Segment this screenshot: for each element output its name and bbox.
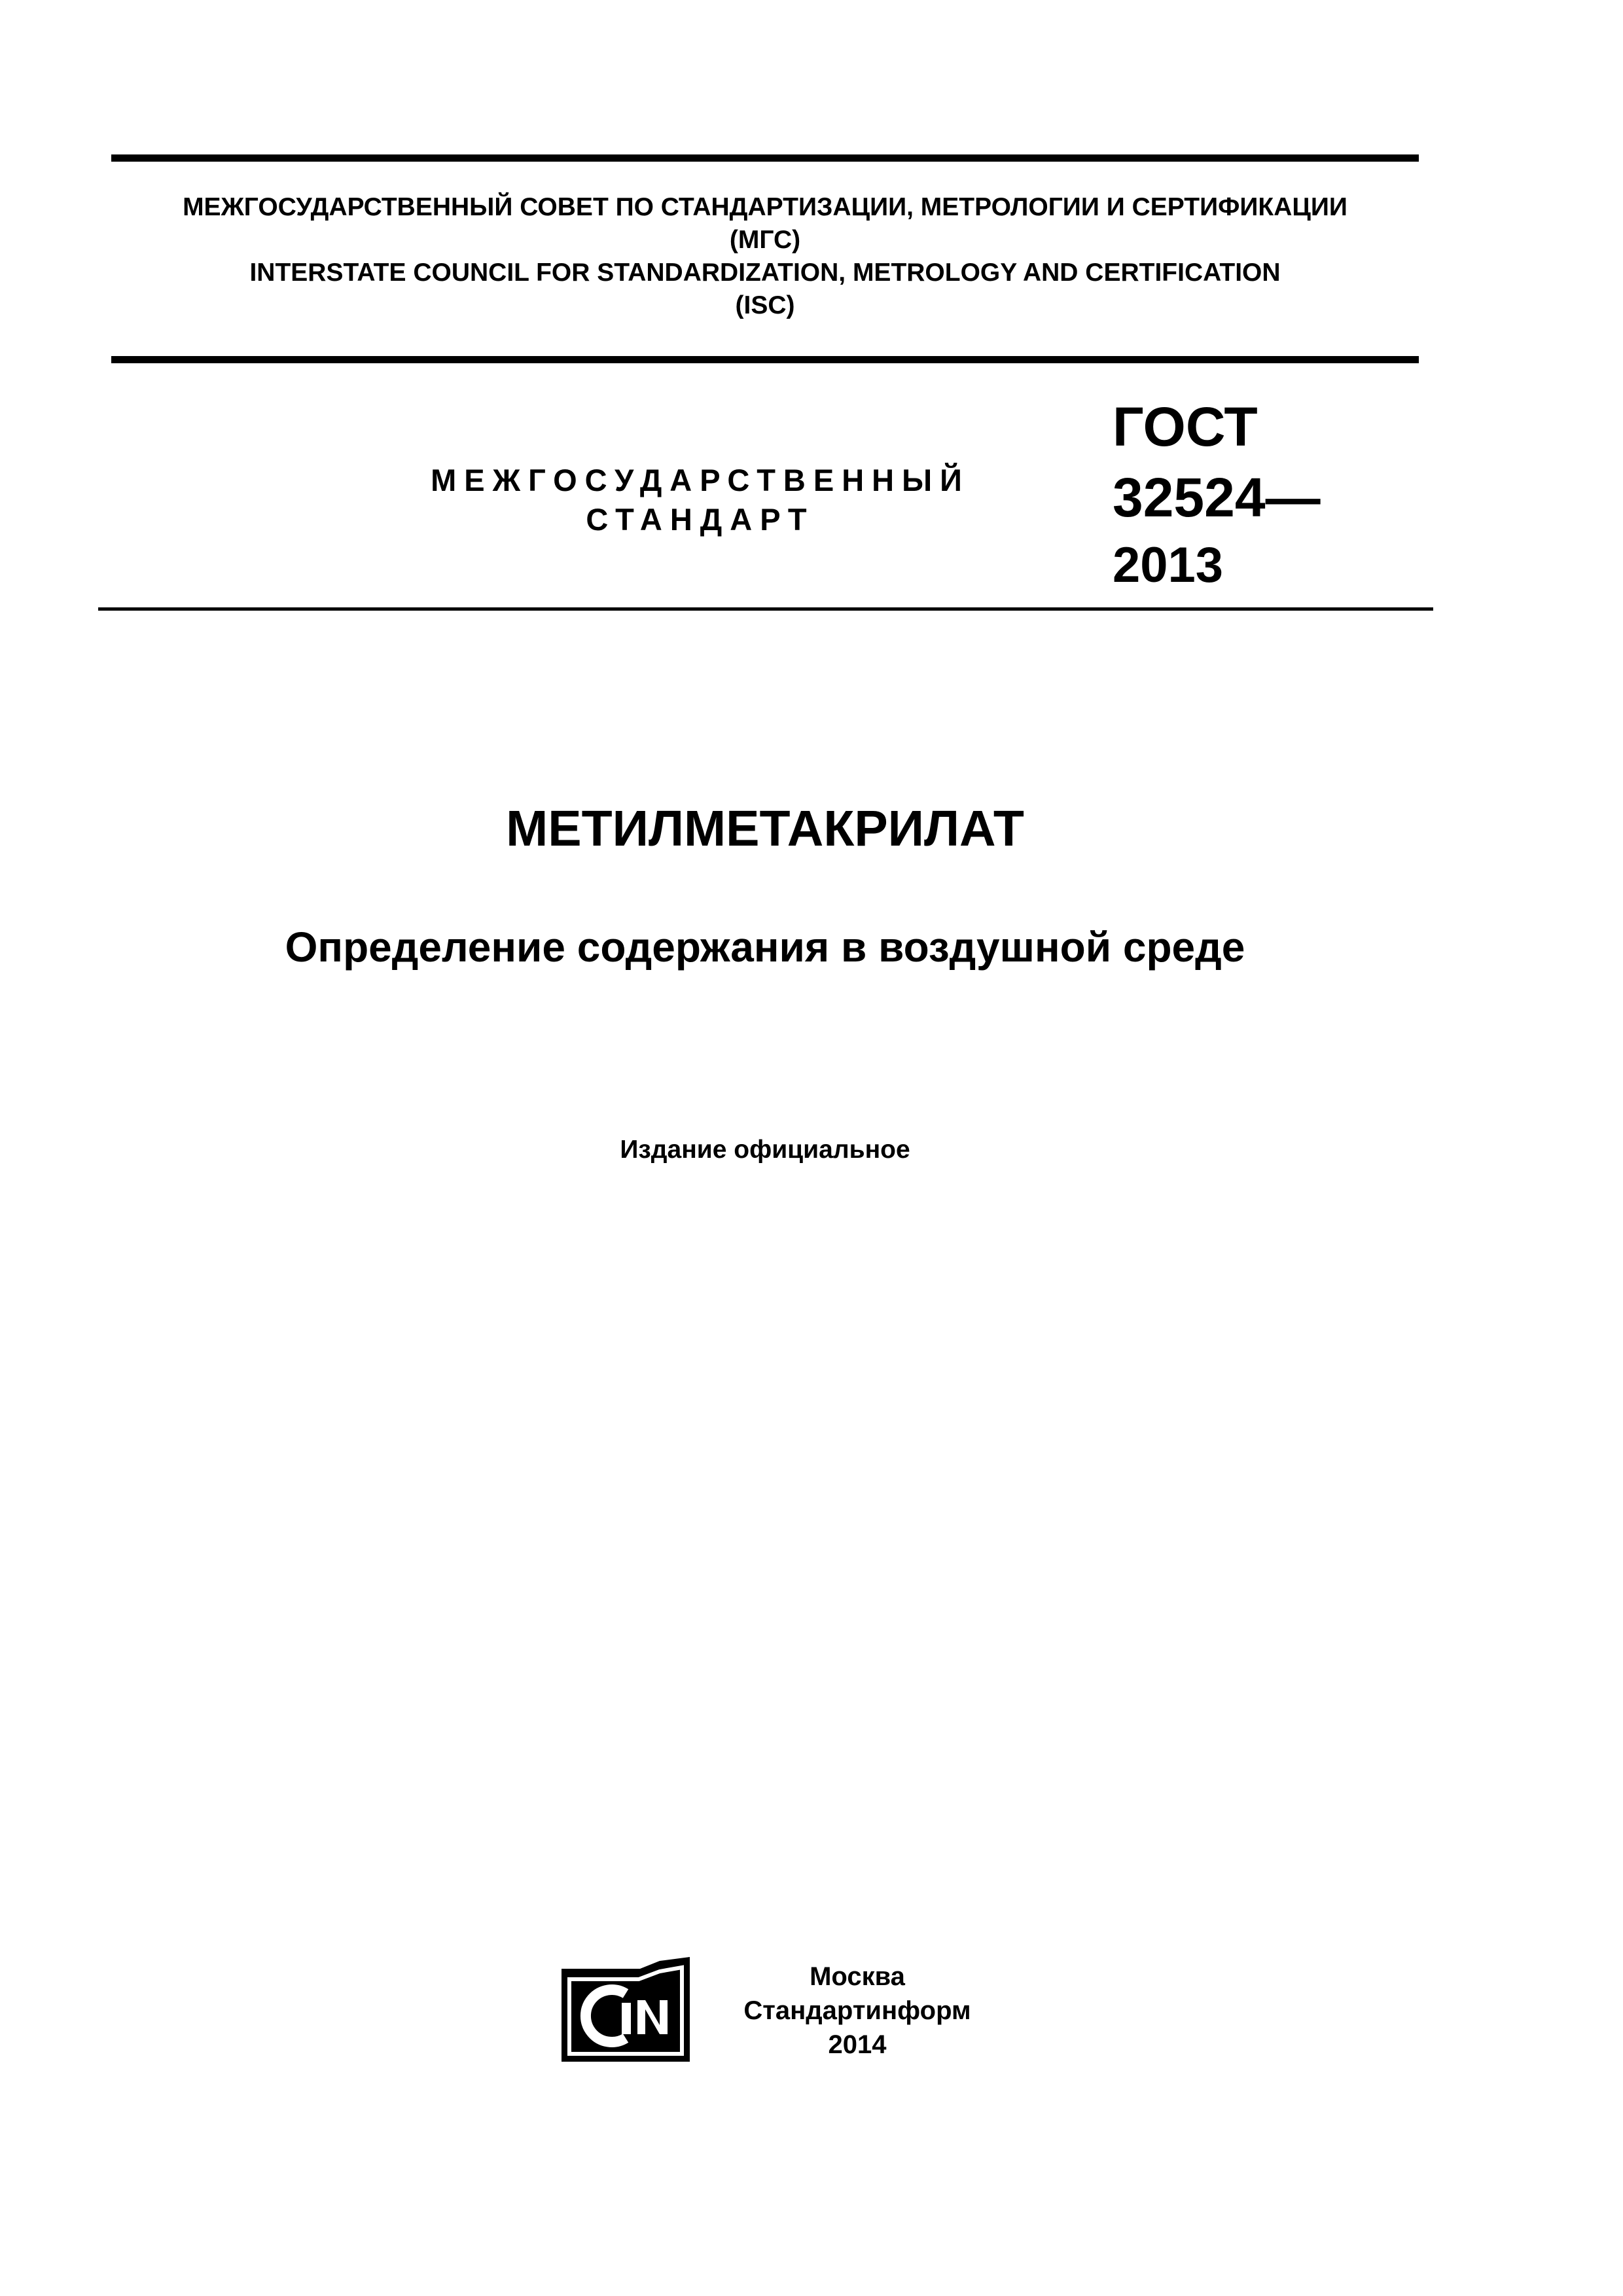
document-title: МЕТИЛМЕТАКРИЛАТ [506,800,1024,857]
publication-year: 2014 [828,2030,887,2059]
council-abbr-ru: (МГС) [729,226,801,254]
gost-year: 2013 [1113,537,1224,593]
thin-divider [98,607,1433,611]
publisher-block [707,1960,1008,2062]
gost-prefix: ГОСТ [1113,396,1258,457]
council-header [111,191,1419,322]
council-name-ru: МЕЖГОСУДАРСТВЕННЫЙ СОВЕТ ПО СТАНДАРТИЗАЦИИ, МЕТРОЛОГИИ И СЕРТИФИКАЦИИ [183,193,1347,221]
standard-type-line-1: МЕЖГОСУДАРСТВЕННЫЙ [431,463,970,497]
standard-type [366,461,1034,539]
document-subtitle: Определение содержания в воздушной среде [285,924,1245,971]
publisher-name: Стандартинформ [743,1996,971,2025]
gost-number: 32524— [1113,467,1321,528]
standartinform-logo-icon [562,1957,690,2062]
publisher-city: Москва [810,1962,905,1991]
middle-divider [111,356,1419,363]
edition-note: Издание официальное [620,1136,910,1164]
council-abbr-en: (ISC) [735,291,795,319]
gost-designation [1113,391,1321,598]
council-name-en: INTERSTATE COUNCIL FOR STANDARDIZATION, METROLOGY AND CERTIFICATION [249,259,1281,287]
standard-type-line-2: СТАНДАРТ [586,502,815,537]
top-divider [111,154,1419,162]
